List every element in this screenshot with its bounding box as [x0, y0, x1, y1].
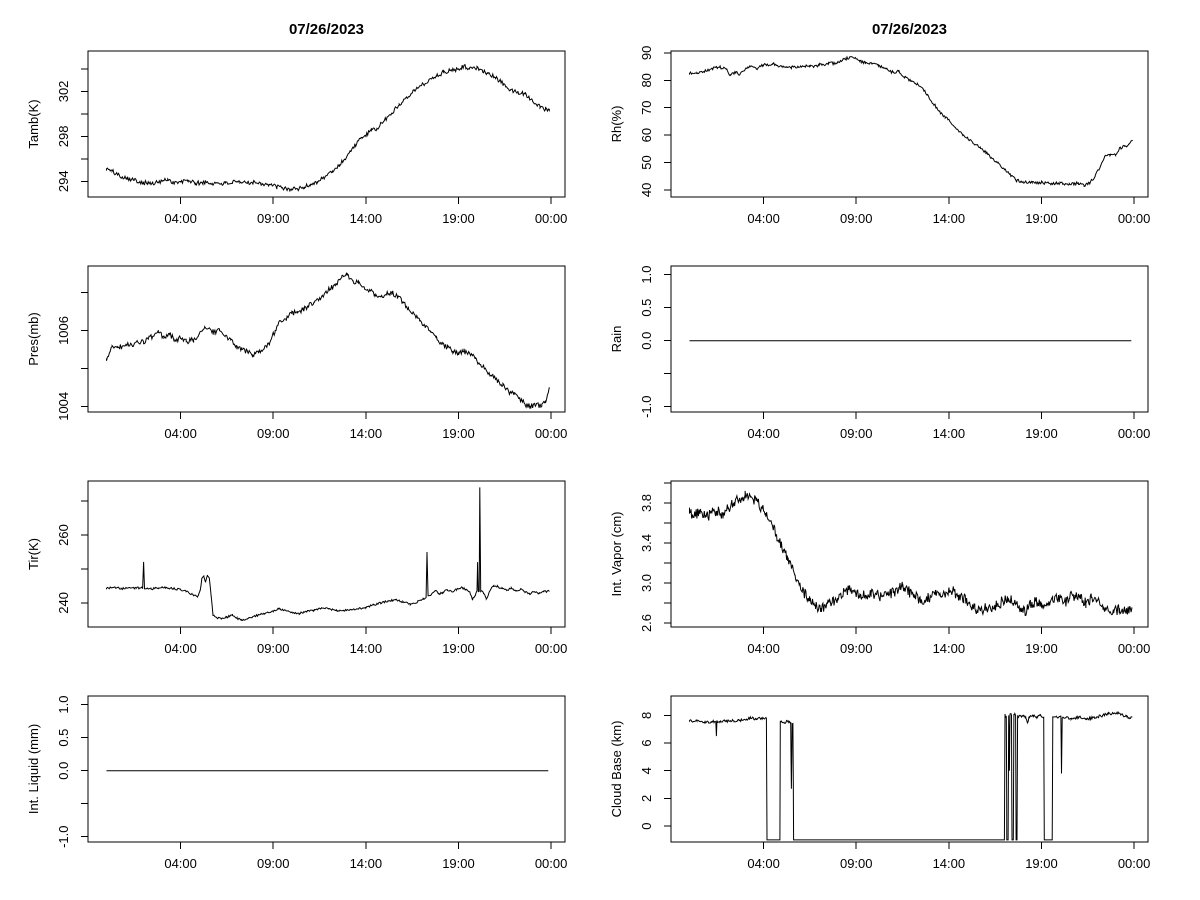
y-tick-label: 1006	[56, 316, 71, 345]
liquid-chart	[0, 675, 600, 900]
panel-cloudbase	[600, 675, 1200, 900]
y-tick-label: 302	[56, 80, 71, 103]
x-tick-label: 09:00	[256, 641, 290, 656]
x-tick-label: 19:00	[442, 211, 475, 225]
x-tick-label: 14:00	[349, 211, 383, 225]
y-tick-label: 1004	[56, 391, 71, 421]
y-tick-label: 0.0	[56, 761, 71, 780]
x-tick-label: 14:00	[349, 426, 383, 441]
plot-box	[671, 481, 1148, 627]
plot-box	[88, 696, 565, 842]
x-tick-label: 04:00	[164, 211, 197, 225]
y-tick-label: 3.8	[639, 493, 654, 513]
x-tick-label: 14:00	[932, 856, 966, 871]
x-axis	[747, 842, 1150, 871]
series-tir	[107, 487, 550, 620]
x-tick-label: 09:00	[839, 211, 873, 225]
x-tick-label: 09:00	[839, 641, 873, 656]
x-tick-label: 09:00	[839, 426, 873, 441]
y-axis-label: Tir(K)	[26, 537, 41, 571]
y-axis-label: Int. Liquid (mm)	[26, 723, 41, 815]
y-axis	[26, 69, 88, 192]
panel-title: 07/26/2023	[871, 21, 948, 38]
rain-chart	[600, 225, 1200, 450]
vapor-chart	[600, 450, 1200, 675]
y-axis-label: Rain	[609, 325, 624, 353]
y-tick-label: 8	[639, 711, 654, 719]
x-axis	[747, 627, 1150, 656]
y-tick-label: 60	[639, 127, 654, 143]
y-axis-label: Tamb(K)	[26, 99, 41, 149]
x-tick-label: 14:00	[349, 856, 383, 871]
x-tick-label: 04:00	[747, 641, 780, 656]
y-tick-label: 4	[639, 767, 654, 775]
y-tick-label: 2	[639, 794, 654, 803]
x-tick-label: 00:00	[534, 211, 568, 225]
x-tick-label: 04:00	[164, 426, 197, 441]
x-axis	[164, 197, 567, 225]
y-axis-label: Cloud Base (km)	[609, 720, 624, 818]
x-tick-label: 14:00	[932, 211, 966, 225]
y-tick-label: 6	[639, 739, 654, 747]
y-tick-label: 298	[56, 125, 71, 148]
x-tick-label: 04:00	[747, 426, 780, 441]
y-tick-label: 3.4	[639, 533, 654, 553]
tir-chart	[0, 450, 600, 675]
panel-rain	[600, 225, 1200, 450]
x-tick-label: 19:00	[442, 856, 475, 871]
rh-chart	[600, 0, 1200, 225]
y-tick-label: 3.0	[639, 573, 654, 593]
plot-box	[671, 266, 1148, 412]
x-tick-label: 04:00	[747, 211, 780, 225]
y-axis-label: Rh(%)	[609, 105, 624, 143]
y-tick-label: 90	[639, 45, 654, 61]
y-axis	[609, 266, 671, 418]
x-axis	[164, 412, 567, 441]
y-tick-label: 50	[639, 155, 654, 170]
x-tick-label: 00:00	[534, 426, 568, 441]
x-axis	[747, 197, 1150, 225]
y-tick-label: 1.0	[639, 265, 654, 284]
x-tick-label: 04:00	[747, 856, 780, 871]
y-tick-label: 0.5	[56, 728, 71, 747]
y-tick-label: -1.0	[56, 825, 71, 848]
y-axis-label: Pres(mb)	[26, 312, 41, 366]
x-tick-label: 19:00	[1025, 856, 1058, 871]
x-tick-label: 09:00	[256, 426, 290, 441]
x-tick-label: 00:00	[534, 856, 568, 871]
panel-rh	[600, 0, 1200, 225]
x-tick-label: 04:00	[164, 641, 197, 656]
x-tick-label: 00:00	[1117, 641, 1151, 656]
series-intvapor	[690, 491, 1133, 616]
series-tamb	[107, 65, 550, 191]
y-tick-label: 80	[639, 73, 654, 88]
y-tick-label: 0.5	[639, 298, 654, 317]
panel-tir	[0, 450, 600, 675]
tamb-chart	[0, 0, 600, 225]
panel-tamb	[0, 0, 600, 225]
x-tick-label: 04:00	[164, 856, 197, 871]
y-axis	[26, 293, 88, 421]
x-tick-label: 19:00	[442, 426, 475, 441]
x-tick-label: 19:00	[1025, 211, 1058, 225]
panel-vapor	[600, 450, 1200, 675]
y-axis-label: Int. Vapor (cm)	[609, 511, 624, 597]
series-pres	[107, 273, 550, 408]
series-rh	[690, 57, 1133, 187]
y-tick-label: 260	[56, 524, 71, 546]
panel-pres	[0, 225, 600, 450]
y-tick-label: -1.0	[639, 395, 654, 418]
x-tick-label: 14:00	[349, 641, 383, 656]
x-tick-label: 19:00	[442, 641, 475, 656]
x-tick-label: 00:00	[1117, 856, 1151, 871]
cloudbase-chart	[600, 675, 1200, 900]
y-axis	[26, 696, 88, 848]
y-tick-label: 40	[639, 182, 654, 198]
y-axis	[609, 712, 671, 830]
x-axis	[164, 627, 567, 656]
x-tick-label: 14:00	[932, 426, 966, 441]
x-tick-label: 09:00	[839, 856, 873, 871]
y-tick-label: 0.0	[639, 331, 654, 350]
y-tick-label: 1.0	[56, 695, 71, 714]
plot-box	[88, 266, 565, 412]
y-tick-label: 70	[639, 100, 654, 115]
plot-box	[671, 51, 1148, 197]
y-axis	[609, 483, 671, 632]
y-tick-label: 294	[56, 170, 71, 193]
x-axis	[747, 412, 1150, 441]
y-axis	[26, 501, 88, 614]
pres-chart	[0, 225, 600, 450]
x-tick-label: 14:00	[932, 641, 966, 656]
x-tick-label: 19:00	[1025, 641, 1058, 656]
x-axis	[164, 842, 567, 871]
y-axis	[609, 46, 671, 197]
x-tick-label: 00:00	[534, 641, 568, 656]
y-tick-label: 2.6	[639, 613, 654, 633]
x-tick-label: 19:00	[1025, 426, 1058, 441]
y-tick-label: 240	[56, 592, 71, 614]
x-tick-label: 00:00	[1117, 426, 1151, 441]
series-cloudbase	[690, 712, 1133, 840]
panel-title: 07/26/2023	[288, 21, 365, 38]
y-tick-label: 0	[639, 822, 654, 830]
x-tick-label: 09:00	[256, 211, 290, 225]
x-tick-label: 09:00	[256, 856, 290, 871]
x-tick-label: 00:00	[1117, 211, 1151, 225]
panel-liquid	[0, 675, 600, 900]
plot-box	[88, 481, 565, 627]
